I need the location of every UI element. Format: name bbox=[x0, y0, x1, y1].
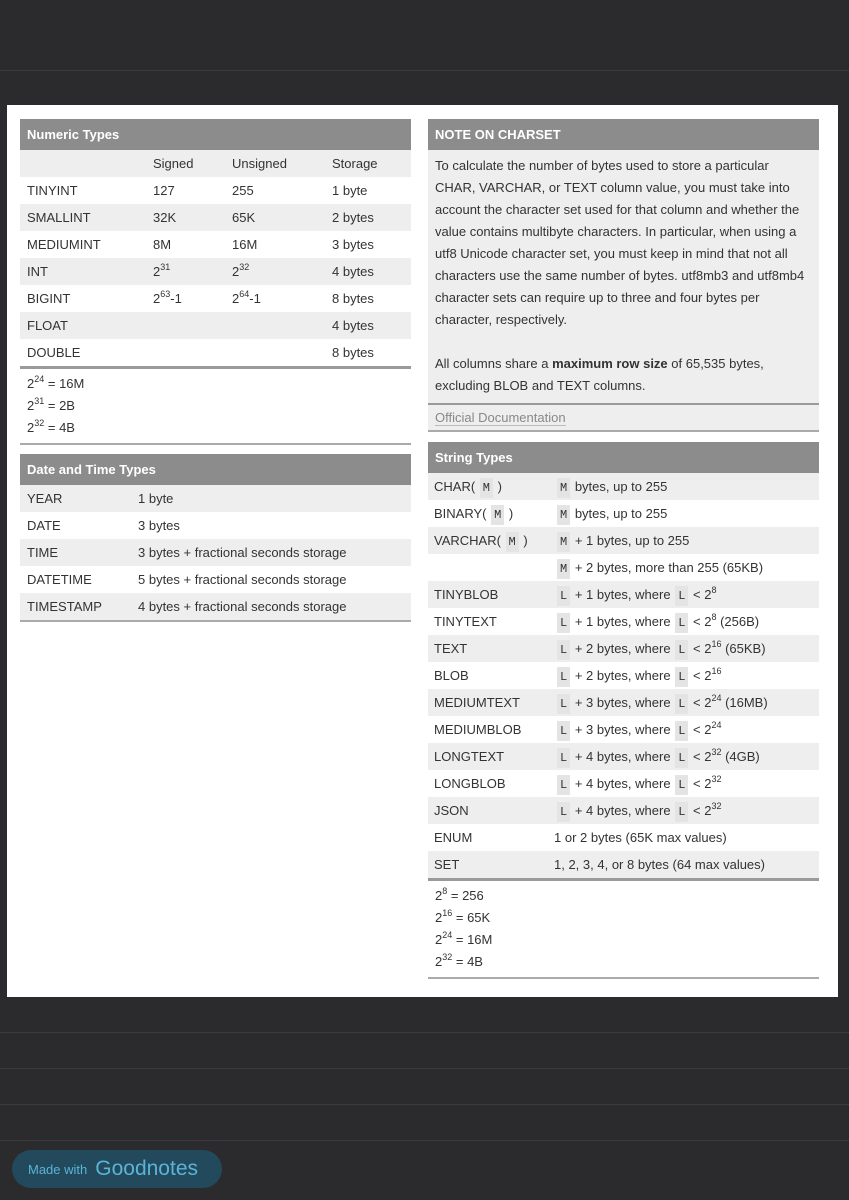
type-name bbox=[434, 689, 520, 716]
storage-value: 4 bytes bbox=[332, 264, 374, 279]
storage-desc: + 3 bytes, where bbox=[571, 722, 675, 737]
length-code: L bbox=[675, 802, 688, 822]
length-code: L bbox=[675, 613, 688, 633]
type-name: TIMESTAMP bbox=[27, 599, 102, 614]
type-name-text: TEXT bbox=[434, 641, 468, 656]
type-name bbox=[434, 662, 469, 689]
unsigned-value-exponent: 64 bbox=[239, 288, 250, 299]
length-code: L bbox=[557, 775, 570, 795]
type-name: INT bbox=[27, 264, 48, 279]
note-value: = 65K bbox=[452, 910, 491, 925]
storage-desc: + 4 bytes, where bbox=[571, 749, 675, 764]
table-row bbox=[428, 608, 819, 635]
type-param-code: M bbox=[491, 505, 504, 525]
table-row bbox=[428, 635, 819, 662]
table-row bbox=[428, 554, 819, 581]
limit-exponent: 16 bbox=[711, 638, 722, 649]
table-row bbox=[20, 593, 411, 620]
type-name-text: TINYBLOB bbox=[434, 587, 499, 602]
length-code: L bbox=[557, 667, 570, 687]
note-exponent: 32 bbox=[34, 417, 45, 428]
table-row bbox=[428, 527, 819, 554]
table-row bbox=[428, 851, 819, 878]
note-base: 2 bbox=[435, 932, 443, 947]
type-name: TIME bbox=[27, 545, 59, 560]
storage-desc: bytes, up to 255 bbox=[571, 506, 668, 521]
charset-paragraph-2 bbox=[435, 353, 812, 397]
type-name bbox=[434, 824, 472, 851]
ruled-line bbox=[0, 1104, 849, 1105]
numeric-types-panel bbox=[20, 119, 411, 445]
badge-made-with: Made with bbox=[28, 1161, 88, 1177]
note-base: 2 bbox=[27, 420, 35, 435]
table-row bbox=[428, 689, 819, 716]
ruled-line bbox=[0, 1140, 849, 1141]
length-code: L bbox=[675, 748, 688, 768]
type-name-text: SET bbox=[434, 857, 460, 872]
length-code: L bbox=[675, 775, 688, 795]
document-page bbox=[7, 105, 838, 997]
table-row bbox=[428, 743, 819, 770]
length-code: L bbox=[557, 748, 570, 768]
note-line bbox=[435, 907, 819, 929]
storage-value: 3 bytes bbox=[332, 237, 374, 252]
table-row bbox=[428, 581, 819, 608]
charset-p2-bold: maximum row size bbox=[552, 356, 668, 371]
note-base: 2 bbox=[435, 954, 443, 969]
storage-desc: + 2 bytes, where bbox=[571, 668, 675, 683]
storage-desc: + 1 bytes, where bbox=[571, 587, 675, 602]
table-row bbox=[20, 539, 411, 566]
ruled-line bbox=[0, 1032, 849, 1033]
charset-note-panel bbox=[428, 119, 819, 432]
badge-goodnotes: Goodnotes bbox=[95, 1157, 198, 1180]
signed-value-base: 2 bbox=[153, 264, 161, 279]
type-name: TINYINT bbox=[27, 183, 78, 198]
note-exponent: 16 bbox=[442, 907, 453, 918]
table-row bbox=[428, 770, 819, 797]
note-exponent: 31 bbox=[34, 395, 45, 406]
limit-tail: (256B) bbox=[716, 614, 760, 629]
length-code: L bbox=[675, 667, 688, 687]
storage-value bbox=[556, 500, 667, 527]
storage-value bbox=[556, 608, 759, 635]
type-name bbox=[434, 851, 459, 878]
type-name bbox=[434, 716, 521, 743]
numeric-notes bbox=[20, 369, 411, 443]
limit-base: < 2 bbox=[689, 776, 712, 791]
unsigned-value-base: 2 bbox=[232, 291, 240, 306]
storage-desc: + 1 bytes, up to 255 bbox=[571, 533, 690, 548]
type-name bbox=[434, 527, 528, 554]
note-exponent: 24 bbox=[34, 373, 45, 384]
length-code: L bbox=[557, 802, 570, 822]
storage-value: 8 bytes bbox=[332, 345, 374, 360]
type-name-text: MEDIUMTEXT bbox=[434, 695, 520, 710]
limit-tail: (65KB) bbox=[721, 641, 766, 656]
type-name bbox=[434, 581, 498, 608]
note-value: = 4B bbox=[452, 954, 483, 969]
unsigned-value bbox=[232, 258, 249, 285]
type-name: FLOAT bbox=[27, 318, 68, 333]
type-name-close: ) bbox=[519, 533, 528, 548]
storage-value: 3 bytes + fractional seconds storage bbox=[138, 545, 347, 560]
limit-exponent: 32 bbox=[711, 800, 722, 811]
type-name bbox=[434, 797, 469, 824]
note-base: 2 bbox=[27, 398, 35, 413]
type-name bbox=[434, 770, 506, 797]
length-code: M bbox=[557, 532, 570, 552]
storage-desc: + 1 bytes, where bbox=[571, 614, 675, 629]
type-name-text: VARCHAR( bbox=[434, 533, 505, 548]
note-value: = 16M bbox=[452, 932, 493, 947]
type-name-text: BLOB bbox=[434, 668, 469, 683]
string-bottom-rule bbox=[428, 977, 819, 979]
storage-value: 5 bytes + fractional seconds storage bbox=[138, 572, 347, 587]
table-row bbox=[20, 258, 411, 285]
table-row bbox=[428, 797, 819, 824]
storage-value bbox=[556, 635, 766, 662]
type-name: YEAR bbox=[27, 491, 63, 506]
note-value: = 16M bbox=[44, 376, 85, 391]
limit-base: < 2 bbox=[689, 749, 712, 764]
type-name-text: LONGTEXT bbox=[434, 749, 505, 764]
note-value: = 2B bbox=[44, 398, 75, 413]
storage-value: 4 bytes bbox=[332, 318, 374, 333]
type-name bbox=[434, 473, 502, 500]
numeric-rows bbox=[20, 177, 411, 366]
limit-base: < 2 bbox=[689, 668, 712, 683]
numeric-types-title: Numeric Types bbox=[20, 119, 411, 150]
official-documentation-label[interactable]: Official Documentation bbox=[435, 410, 566, 425]
storage-value bbox=[556, 473, 667, 500]
table-row bbox=[20, 204, 411, 231]
storage-value bbox=[556, 743, 760, 770]
table-row bbox=[20, 285, 411, 312]
type-name-text: TINYTEXT bbox=[434, 614, 497, 629]
storage-value: 1 or 2 bytes (65K max values) bbox=[554, 830, 727, 845]
charset-paragraph-1: To calculate the number of bytes used to store a particular CHAR, VARCHAR, or TEXT column value, you must take into account the character set used for that column and whether the value contains multibyte characters. In particular, when using a utf8 Unicode character set, you must keep in mind that not all characters use the same number of bytes. utf8mb3 and utf8mb4 character sets can require up to three and four bytes per character, respectively. bbox=[435, 158, 805, 327]
table-row bbox=[20, 566, 411, 593]
type-param-code: M bbox=[480, 478, 493, 498]
type-name: DATE bbox=[27, 518, 61, 533]
ruled-line bbox=[0, 1068, 849, 1069]
type-name-close: ) bbox=[493, 479, 502, 494]
note-line bbox=[27, 395, 411, 417]
table-row bbox=[20, 485, 411, 512]
length-code: L bbox=[675, 721, 688, 741]
length-code: L bbox=[557, 694, 570, 714]
type-name-text: JSON bbox=[434, 803, 469, 818]
unsigned-value bbox=[232, 285, 261, 312]
limit-tail: (4GB) bbox=[721, 749, 760, 764]
numeric-bottom-rule bbox=[20, 443, 411, 445]
charset-note-title: NOTE ON CHARSET bbox=[428, 119, 819, 150]
note-exponent: 24 bbox=[442, 929, 453, 940]
limit-base: < 2 bbox=[689, 722, 712, 737]
table-row bbox=[20, 177, 411, 204]
storage-value bbox=[556, 797, 721, 824]
table-row bbox=[428, 473, 819, 500]
type-name: DOUBLE bbox=[27, 345, 81, 360]
length-code: L bbox=[675, 640, 688, 660]
note-line bbox=[27, 373, 411, 395]
storage-value bbox=[556, 527, 689, 554]
limit-exponent: 24 bbox=[711, 692, 722, 703]
signed-value: 8M bbox=[153, 237, 172, 252]
charset-p2-prefix: All columns share a bbox=[435, 356, 553, 371]
storage-value bbox=[556, 689, 768, 716]
unsigned-value: 16M bbox=[232, 237, 258, 252]
datetime-rows bbox=[20, 485, 411, 620]
storage-desc: + 4 bytes, where bbox=[571, 803, 675, 818]
numeric-header-row bbox=[20, 150, 411, 177]
note-value: = 4B bbox=[44, 420, 75, 435]
type-name-text: ENUM bbox=[434, 830, 473, 845]
type-name-close: ) bbox=[505, 506, 514, 521]
table-row bbox=[428, 716, 819, 743]
official-documentation-link[interactable] bbox=[428, 405, 819, 432]
storage-desc: + 4 bytes, where bbox=[571, 776, 675, 791]
table-row bbox=[20, 339, 411, 366]
signed-value-suffix: -1 bbox=[170, 291, 182, 306]
limit-exponent: 16 bbox=[711, 665, 722, 676]
storage-value bbox=[556, 554, 763, 581]
string-types-title: String Types bbox=[428, 442, 819, 473]
limit-base: < 2 bbox=[689, 803, 712, 818]
type-name bbox=[434, 743, 504, 770]
storage-value: 1 byte bbox=[332, 183, 368, 198]
note-exponent: 8 bbox=[442, 885, 448, 896]
length-code: L bbox=[557, 721, 570, 741]
datetime-bottom-rule bbox=[20, 620, 411, 622]
note-exponent: 32 bbox=[442, 951, 453, 962]
length-code: M bbox=[557, 505, 570, 525]
unsigned-value-suffix: -1 bbox=[249, 291, 261, 306]
ruled-line bbox=[0, 70, 849, 71]
signed-value: 127 bbox=[153, 183, 175, 198]
table-row bbox=[428, 500, 819, 527]
length-code: L bbox=[675, 694, 688, 714]
storage-desc: + 2 bytes, more than 255 (65KB) bbox=[571, 560, 764, 575]
length-code: L bbox=[557, 613, 570, 633]
type-name-text: LONGBLOB bbox=[434, 776, 506, 791]
col-signed: Signed bbox=[153, 156, 194, 171]
length-code: L bbox=[557, 586, 570, 606]
length-code: M bbox=[557, 559, 570, 579]
signed-value bbox=[153, 258, 170, 285]
unsigned-value: 255 bbox=[232, 183, 254, 198]
length-code: L bbox=[557, 640, 570, 660]
type-name: BIGINT bbox=[27, 291, 71, 306]
type-name: MEDIUMINT bbox=[27, 237, 101, 252]
string-notes bbox=[428, 881, 819, 977]
limit-exponent: 8 bbox=[711, 611, 717, 622]
signed-value-base: 2 bbox=[153, 291, 161, 306]
limit-exponent: 24 bbox=[711, 719, 722, 730]
charset-p2-suffix: of 65,535 bytes, excluding BLOB and TEXT columns. bbox=[435, 356, 764, 393]
storage-desc: + 3 bytes, where bbox=[571, 695, 675, 710]
note-value: = 256 bbox=[447, 888, 484, 903]
storage-value: 1 byte bbox=[138, 491, 174, 506]
limit-exponent: 32 bbox=[711, 746, 722, 757]
storage-value bbox=[556, 770, 721, 797]
type-name: DATETIME bbox=[27, 572, 92, 587]
limit-tail: (16MB) bbox=[721, 695, 768, 710]
table-row bbox=[20, 231, 411, 258]
storage-value bbox=[556, 581, 716, 608]
table-row bbox=[428, 662, 819, 689]
type-name: SMALLINT bbox=[27, 210, 91, 225]
goodnotes-badge bbox=[12, 1150, 222, 1188]
note-base: 2 bbox=[435, 910, 443, 925]
charset-note-body bbox=[428, 150, 819, 403]
storage-value: 1, 2, 3, 4, or 8 bytes (64 max values) bbox=[554, 857, 765, 872]
unsigned-value-base: 2 bbox=[232, 264, 240, 279]
datetime-types-title: Date and Time Types bbox=[20, 454, 411, 485]
storage-desc: bytes, up to 255 bbox=[571, 479, 668, 494]
storage-desc: + 2 bytes, where bbox=[571, 641, 675, 656]
limit-base: < 2 bbox=[689, 695, 712, 710]
string-types-panel bbox=[428, 442, 819, 979]
limit-exponent: 8 bbox=[711, 584, 717, 595]
limit-base: < 2 bbox=[689, 641, 712, 656]
type-name bbox=[434, 635, 467, 662]
length-code: M bbox=[557, 478, 570, 498]
limit-base: < 2 bbox=[689, 614, 712, 629]
note-line bbox=[435, 885, 819, 907]
type-name-text: CHAR( bbox=[434, 479, 479, 494]
type-name bbox=[434, 608, 497, 635]
signed-value-exponent: 63 bbox=[160, 288, 171, 299]
table-row bbox=[428, 824, 819, 851]
note-line bbox=[435, 929, 819, 951]
note-line bbox=[435, 951, 819, 973]
note-base: 2 bbox=[435, 888, 443, 903]
note-line bbox=[27, 417, 411, 439]
storage-value: 2 bytes bbox=[332, 210, 374, 225]
col-storage: Storage bbox=[332, 156, 378, 171]
unsigned-value-exponent: 32 bbox=[239, 261, 250, 272]
limit-base: < 2 bbox=[689, 587, 712, 602]
string-rows bbox=[428, 473, 819, 878]
signed-value: 32K bbox=[153, 210, 177, 225]
storage-value bbox=[556, 716, 721, 743]
storage-value: 3 bytes bbox=[138, 518, 180, 533]
datetime-types-panel bbox=[20, 454, 411, 622]
type-name-text: MEDIUMBLOB bbox=[434, 722, 522, 737]
type-name bbox=[434, 500, 513, 527]
signed-value-exponent: 31 bbox=[160, 261, 171, 272]
col-unsigned: Unsigned bbox=[232, 156, 287, 171]
storage-value: 8 bytes bbox=[332, 291, 374, 306]
note-base: 2 bbox=[27, 376, 35, 391]
type-name-text: BINARY( bbox=[434, 506, 491, 521]
storage-value: 4 bytes + fractional seconds storage bbox=[138, 599, 347, 614]
type-param-code: M bbox=[506, 532, 519, 552]
table-row bbox=[20, 312, 411, 339]
limit-exponent: 32 bbox=[711, 773, 722, 784]
length-code: L bbox=[675, 586, 688, 606]
storage-value bbox=[556, 662, 721, 689]
unsigned-value: 65K bbox=[232, 210, 256, 225]
signed-value bbox=[153, 285, 182, 312]
table-row bbox=[20, 512, 411, 539]
